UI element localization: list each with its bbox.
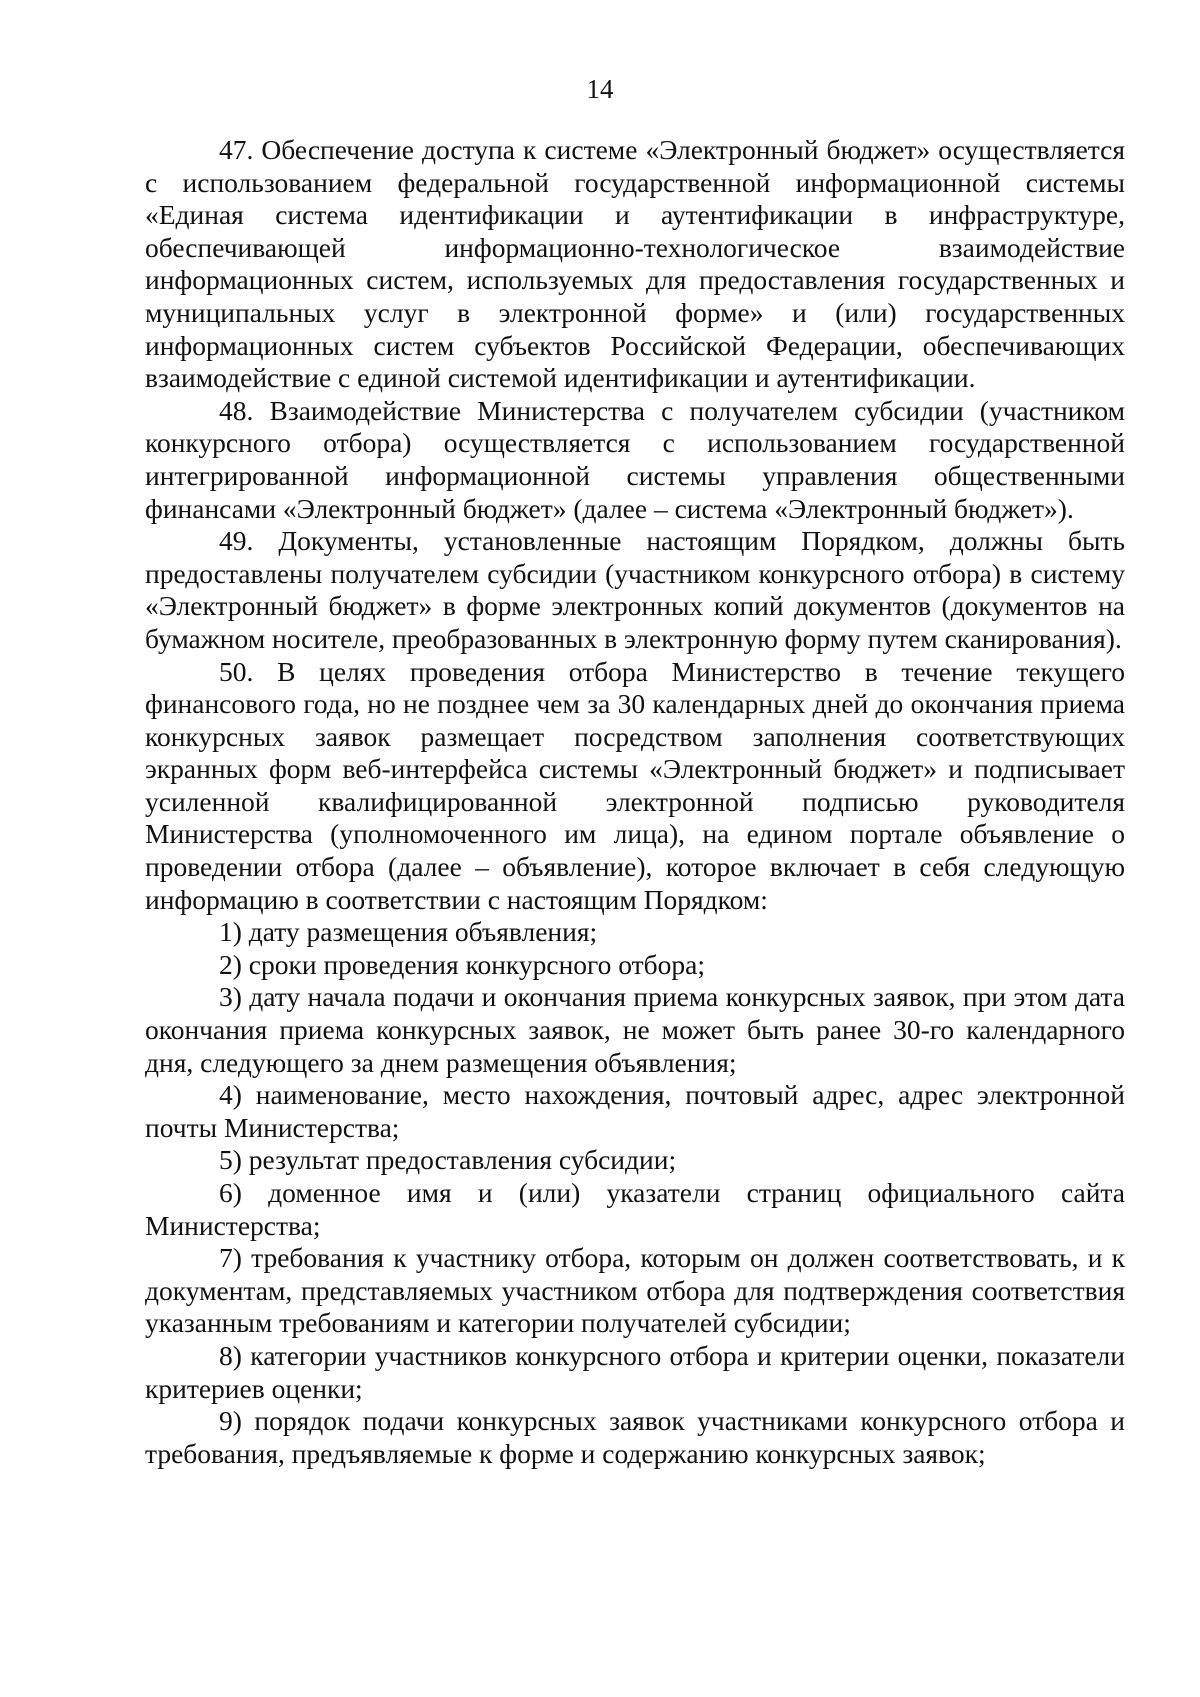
list-item-9: 9) порядок подачи конкурсных заявок участниками конкурсного отбора и требования, предъявляемые к форме и содержанию конкурсных заявок; xyxy=(145,1405,1125,1469)
page-number: 14 xyxy=(586,74,614,104)
paragraph-48: 48. Взаимодействие Министерства с получателем субсидии (участником конкурсного отбора) осуществляется с использованием государственной интегрированной информационной системы управления общественными финансами «Электронный бюджет» (далее – система «Электронный бюджет»). xyxy=(145,394,1125,524)
list-item-1: 1) дату размещения объявления; xyxy=(219,916,598,948)
list-item-4: 4) наименование, место нахождения, почтовый адрес, адрес электронной почты Министерства; xyxy=(145,1079,1125,1143)
list-item-5: 5) результат предоставления субсидии; xyxy=(219,1144,677,1176)
document-body xyxy=(145,134,1125,1470)
paragraph-49: 49. Документы, установленные настоящим Порядком, должны быть предоставлены получателем субсидии (участником конкурсного отбора) в систему «Электронный бюджет» в форме электронных копий документов (документов на бумажном носителе, преобразованных в электронную форму путем сканирования). xyxy=(145,525,1125,654)
list-item-8: 8) категории участников конкурсного отбора и критерии оценки, показатели критериев оценки; xyxy=(145,1339,1125,1404)
list-item-3: 3) дату начала подачи и окончания приема конкурсных заявок, при этом дата окончания приема конкурсных заявок, не может быть ранее 30-го календарного дня, следующего за днем размещения объявления; xyxy=(145,981,1125,1078)
paragraph-47: 47. Обеспечение доступа к системе «Электронный бюджет» осуществляется с использованием федеральной государственной информационной системы «Единая система идентификации и аутентификации в инфраструктуре, обеспечивающей информационно-технологическое взаимодействие информационных систем, используемых для предоставления государственных и муниципальных услуг в электронной форме» и (или) государственных информационных систем субъектов Российской Федерации, обеспечивающих взаимодействие с единой системой идентификации и аутентификации. xyxy=(145,134,1125,394)
list-item-7: 7) требования к участнику отбора, которым он должен соответствовать, и к документам, представляемых участником отбора для подтверждения соответствия указанным требованиям и категории получателей субсидии; xyxy=(145,1242,1125,1339)
list-item-6: 6) доменное имя и (или) указатели страниц официального сайта Министерства; xyxy=(145,1177,1125,1241)
list-item-2: 2) сроки проведения конкурсного отбора; xyxy=(219,948,706,980)
paragraph-50: 50. В целях проведения отбора Министерство в течение текущего финансового года, но не позднее чем за 30 календарных дней до окончания приема конкурсных заявок размещает посредством заполнения соответствующих экранных форм веб-интерфейса системы «Электронный бюджет» и подписывает усиленной квалифицированной электронной подписью руководителя Министерства (уполномоченного им лица), на едином портале объявление о проведении отбора (далее – объявление), которое включает в себя следующую информацию в соответствии с настоящим Порядком: xyxy=(145,655,1125,915)
